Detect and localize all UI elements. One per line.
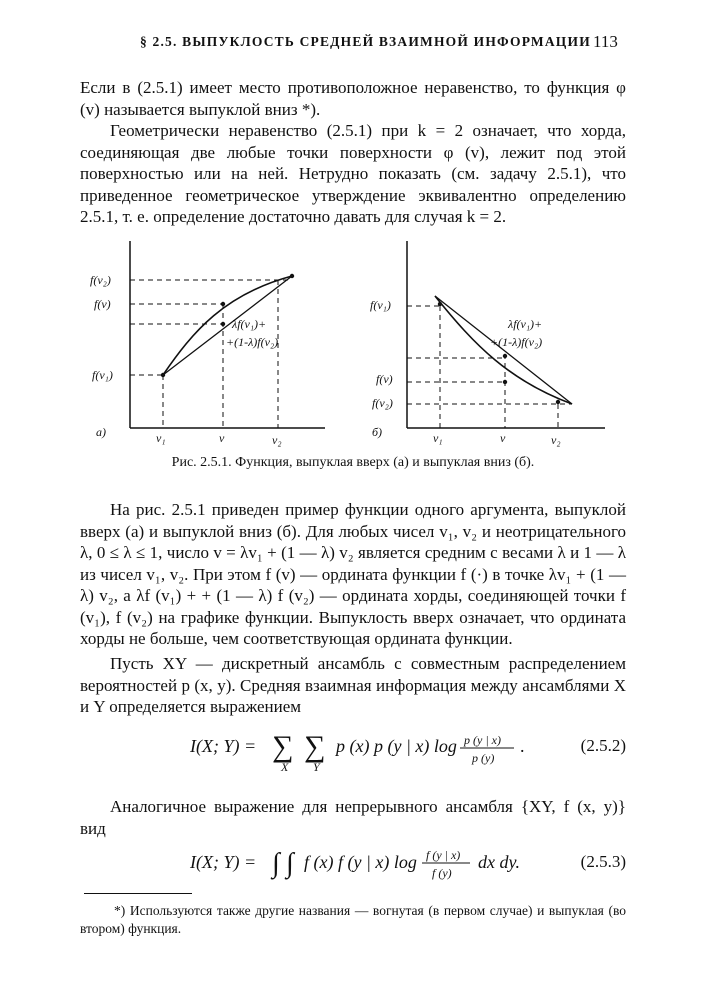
equation-2-5-3 (80, 838, 626, 888)
panel-a-label-chord-2: +(1-λ)f(v₂) (226, 335, 279, 349)
figure-2-5-1 (80, 236, 626, 448)
panel-a-x-v: v (219, 431, 225, 445)
eq1-frac-den: p (y) (472, 751, 495, 765)
eq2-int-2: ∫ (286, 848, 294, 879)
panel-b-x-v2: v₂ (551, 433, 561, 447)
eq2-int-1: ∫ (272, 848, 280, 879)
footnote-rule (84, 893, 192, 894)
panel-a-label-f-v1: f(v₁) (92, 368, 113, 382)
eq1-lhs: I(X; Y) = (190, 736, 257, 756)
equation-2-5-3-formula (80, 838, 550, 888)
eq2-number: (2.5.3) (580, 852, 626, 871)
panel-b-label-chord-1: λf(v₁)+ (508, 317, 543, 331)
footnote: *) Используются также другие названия — вогнутая (в первом случае) и выпуклая (во втором) функция. (80, 903, 626, 936)
panel-b (370, 241, 605, 447)
panel-b-x-v: v (500, 431, 506, 445)
panel-a-label-f-v2: f(v₂) (90, 273, 111, 287)
panel-a-chord (163, 276, 292, 375)
eq1-tail: . (520, 736, 525, 756)
paragraph-1: Если в (2.5.1) имеет место противоположное неравенство, то функция φ (v) называется выпуклой вниз *). (80, 78, 626, 119)
eq1-sum-2-sub: Y (313, 760, 320, 772)
paragraph-4: Пусть XY — дискретный ансамбль с совместным распределением вероятностей p (x, y). Средняя взаимная информация между ансамблями X и Y определяется выражением (80, 654, 626, 716)
eq2-body: f (x) f (y | x) log (304, 852, 417, 872)
panel-b-label-f-v: f(v) (376, 372, 393, 386)
eq1-sum-2: ∑ (304, 730, 326, 763)
eq1-sum-1: ∑ (272, 730, 294, 763)
eq1-sum-1-sub: X (281, 760, 289, 772)
page-number: 113 (593, 32, 618, 51)
paragraph-2: Геометрически неравенство (2.5.1) при k = 2 означает, что хорда, соединяющая две любые точки поверхности φ (v), лежит под этой поверхностью или на ней. Нетрудно показать (см. задачу 2.5.1), что приведенное геометрическое утверждение эквивалентно определению 2.5.1, т. е. определение достаточно давать для случая k = 2. (80, 121, 626, 226)
panel-a (90, 241, 325, 447)
eq1-number: (2.5.2) (580, 736, 626, 755)
panel-b-label: б) (372, 425, 383, 439)
eq1-body: p (x) p (y | x) log (336, 736, 457, 756)
panel-b-chord (435, 296, 572, 404)
panel-a-x-v1: v₁ (156, 431, 166, 445)
panel-b-label-f-v1: f(v₁) (370, 298, 391, 312)
eq2-lhs: I(X; Y) = (190, 852, 257, 872)
panel-b-label-f-v2: f(v₂) (372, 396, 393, 410)
eq2-tail: dx dy. (478, 852, 520, 872)
panel-a-x-v2: v₂ (272, 433, 282, 447)
panel-a-label-f-v: f(v) (94, 297, 111, 311)
figure-caption: Рис. 2.5.1. Функция, выпуклая вверх (а) и выпуклая вниз (б). (171, 455, 535, 470)
panel-a-label-chord-1: λf(v₁)+ (232, 317, 267, 331)
equation-2-5-2 (80, 722, 626, 772)
panel-a-label: а) (96, 425, 106, 439)
eq2-frac-num: f (y | x) (426, 848, 461, 862)
eq2-frac-den: f (y) (432, 866, 452, 880)
panel-b-x-v1: v₁ (433, 431, 443, 445)
paragraph-3: На рис. 2.5.1 приведен пример функции одного аргумента, выпуклой вверх (а) и выпуклой вниз (б). Для любых чисел v₁, v₂ и неотрицательного λ, 0 ≤ λ ≤ 1, число v = λv₁ + (1 — λ) v₂ является средним с весами λ и 1 — λ из чисел v₁, v₂. При этом f (v) — ордината функции f (·) в точке λv₁ + (1 — λ) v₂, а λf (v₁) + + (1 — λ) f (v₂) — ордината хорды, соединяющей точки f (v₁), f (v₂) на графике функции. Выпуклость вверх означает, что ордината хорды не больше, чем соответствующая ордината функции. (80, 500, 626, 648)
panel-b-label-chord-2: +(1-λ)f(v₂) (490, 335, 543, 349)
paragraph-5: Аналогичное выражение для непрерывного ансамбля {XY, f (x, y)} вид (80, 797, 626, 838)
running-header: § 2.5. ВЫПУКЛОСТЬ СРЕДНЕЙ ВЗАИМНОЙ ИНФОРМАЦИИ (140, 34, 591, 49)
eq1-frac-num: p (y | x) (464, 733, 501, 747)
equation-2-5-2-formula (80, 722, 550, 772)
